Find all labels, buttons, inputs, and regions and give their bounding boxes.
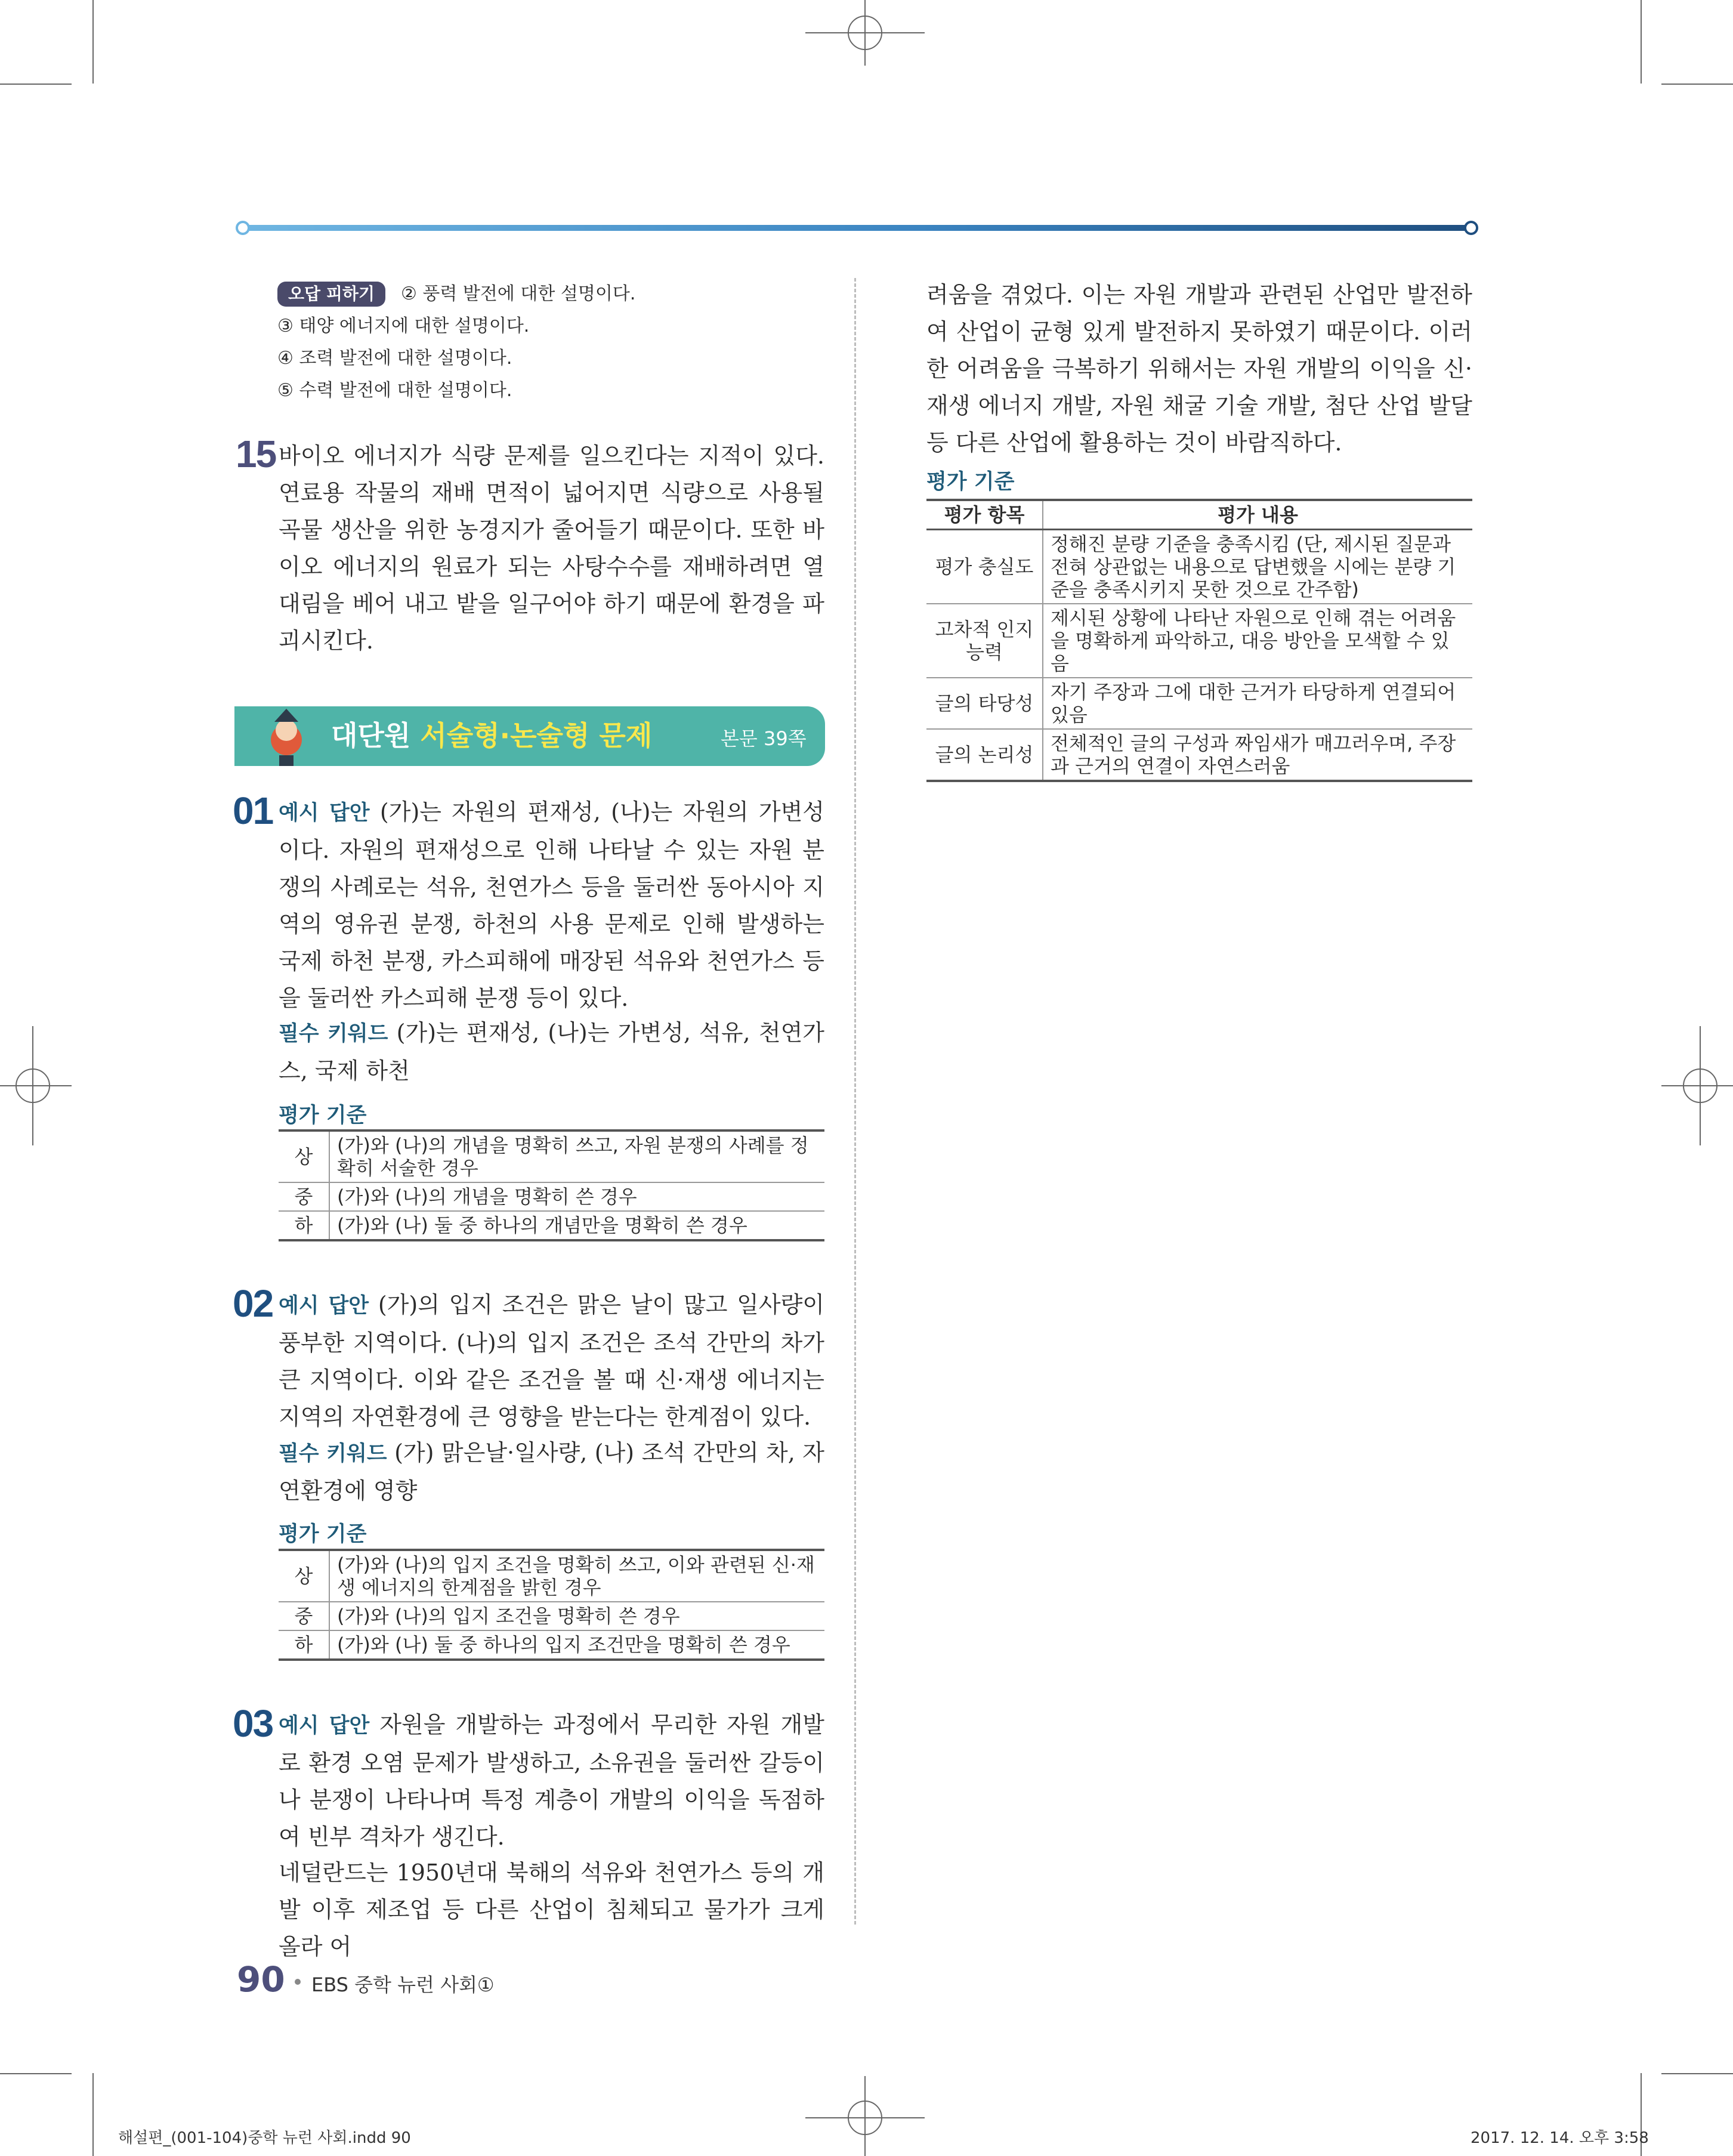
header-desc: 평가 내용: [1043, 500, 1472, 530]
crop-mark: [0, 2073, 72, 2074]
section-title-main: 대단원: [331, 719, 421, 752]
desc-cell: 제시된 상황에 나타난 자원으로 인해 겪는 어려움을 명확하게 파악하고, 대응 방안을 모색할 수 있음: [1043, 604, 1472, 678]
section-title: [331, 714, 652, 753]
slug-date: 2017. 12. 14. 오후 3:58: [1471, 2129, 1649, 2147]
page-number: 90: [237, 1959, 285, 2000]
crop-mark: [1641, 0, 1642, 84]
crop-mark: [1661, 2073, 1733, 2074]
question-number: 03: [233, 1702, 273, 1745]
desc-cell: 정해진 분량 기준을 충족시킴 (단, 제시된 질문과 전혀 상관없는 내용으로 답변했을 시에는 분량 기준을 충족시키지 못한 것으로 간주함): [1043, 530, 1472, 604]
question-03-continued: 려움을 겪었다. 이는 자원 개발과 관련된 산업만 발전하여 산업이 균형 있게 발전하지 못하였기 때문이다. 이러한 어려움을 극복하기 위해서는 자원 개발의 이익을 신·재생 에너지 개발, 자원 채굴 기술 개발, 첨단 산업 발달 등 다른 산업에 활용하는 것이 바람직하다.: [926, 282, 1472, 456]
level-cell: 하: [279, 1211, 329, 1240]
table-row: [926, 530, 1472, 604]
criteria-label: 평가 기준: [279, 1104, 367, 1128]
level-cell: 중: [279, 1182, 329, 1211]
table-row: [926, 604, 1472, 678]
registration-mark-icon: [0, 1014, 78, 1157]
desc-cell: 전체적인 글의 구성과 짜임새가 매끄러우며, 주장과 근거의 연결이 자연스러움: [1043, 729, 1472, 781]
table-row: [926, 678, 1472, 729]
criteria-table: [279, 1549, 824, 1661]
avoid-box: [277, 278, 635, 407]
desc-cell: (가)와 (나) 둘 중 하나의 입지 조건만을 명확히 쓴 경우: [329, 1630, 824, 1660]
slug-file: 해설편_(001-104)중학 뉴런 사회.indd 90: [118, 2129, 411, 2147]
desc-cell: (가)와 (나) 둘 중 하나의 개념만을 명확히 쓴 경우: [329, 1211, 824, 1240]
character-icon: [262, 704, 310, 770]
answer-label: 예시 답안: [279, 1714, 370, 1738]
level-cell: 중: [279, 1602, 329, 1630]
question-02-answer: [279, 1286, 824, 1435]
avoid-line: ⑤ 수력 발전에 대한 설명이다.: [277, 380, 512, 401]
avoid-line: ④ 조력 발전에 대한 설명이다.: [277, 348, 512, 369]
level-cell: 하: [279, 1630, 329, 1660]
answer-label: 예시 답안: [279, 1294, 369, 1318]
book-title: EBS 중학 뉴런 사회①: [311, 1973, 495, 1996]
criteria-label: 평가 기준: [926, 470, 1015, 494]
question-number: 02: [233, 1282, 273, 1325]
crop-mark: [92, 2073, 94, 2156]
question-03-answer-2: 네덜란드는 1950년대 북해의 석유와 천연가스 등의 개발 이후 제조업 등 다른 산업이 침체되고 물가가 크게 올라 어: [279, 1860, 824, 1960]
desc-cell: (가)와 (나)의 입지 조건을 명확히 쓰고, 이와 관련된 신·재생 에너지의 한계점을 밝힌 경우: [329, 1550, 824, 1602]
table-header-row: [926, 500, 1472, 530]
keyword-label: 필수 키워드: [279, 1022, 388, 1046]
desc-cell: (가)와 (나)의 개념을 명확히 쓰고, 자원 분쟁의 사례를 정확히 서술한 경우: [329, 1130, 824, 1182]
question-02-keywords: [279, 1434, 824, 1509]
question-03-answer: [279, 1706, 824, 1855]
question-15-text: 바이오 에너지가 식량 문제를 일으킨다는 지적이 있다. 연료용 작물의 재배 면적이 넓어지면 식량으로 사용될 곡물 생산을 위한 농경지가 줄어들기 때문이다. 또한 바이오 에너지의 원료가 되는 사탕수수를 재배하려면 열대림을 베어 내고 밭을 일구어야 하기 때문에 환경을 파괴시킨다.: [279, 443, 824, 654]
question-01-keywords: [279, 1014, 824, 1089]
registration-mark-icon: [793, 2076, 937, 2156]
criteria-table: [279, 1129, 824, 1241]
criteria-label: 평가 기준: [279, 1522, 367, 1546]
table-row: [926, 729, 1472, 781]
keyword-label: 필수 키워드: [279, 1442, 387, 1466]
level-cell: 상: [279, 1550, 329, 1602]
item-cell: 글의 논리성: [926, 729, 1043, 781]
registration-mark-icon: [793, 0, 937, 72]
section-title-highlight: 서술형·논술형 문제: [420, 719, 653, 752]
avoid-line: ③ 태양 에너지에 대한 설명이다.: [277, 316, 530, 336]
item-cell: 평가 충실도: [926, 530, 1043, 604]
answer-text: 자원을 개발하는 과정에서 무리한 자원 개발로 환경 오염 문제가 발생하고, 소유권을 둘러싼 갈등이나 분쟁이 나타나며 특정 계층이 개발의 이익을 독점하여 빈부 격차가 생긴다.: [279, 1712, 824, 1850]
registration-mark-icon: [1655, 1014, 1733, 1157]
table-row: [279, 1602, 824, 1630]
avoid-badge: 오답 피하기: [277, 282, 385, 307]
table-row: [279, 1211, 824, 1240]
item-cell: 고차적 인지 능력: [926, 604, 1043, 678]
desc-cell: (가)와 (나)의 입지 조건을 명확히 쓴 경우: [329, 1602, 824, 1630]
crop-mark: [0, 84, 72, 85]
header-item: 평가 항목: [926, 500, 1043, 530]
question-01-answer: [279, 793, 824, 1017]
crop-mark: [92, 0, 94, 84]
table-row: [279, 1182, 824, 1211]
avoid-line: ② 풍력 발전에 대한 설명이다.: [401, 283, 636, 304]
header-bar: [236, 221, 1478, 235]
desc-cell: 자기 주장과 그에 대한 근거가 타당하게 연결되어 있음: [1043, 678, 1472, 729]
question-number: 15: [236, 433, 276, 475]
section-page-ref: 본문 39쪽: [721, 727, 807, 750]
keyword-text: (가) 맑은날·일사량, (나) 조석 간만의 차, 자연환경에 영향: [279, 1440, 824, 1504]
desc-cell: (가)와 (나)의 개념을 명확히 쓴 경우: [329, 1182, 824, 1211]
column-divider: [854, 278, 856, 1925]
answer-text: (가)의 입지 조건은 맑은 날이 많고 일사량이 풍부한 지역이다. (나)의 입지 조건은 조석 간만의 차가 큰 지역이다. 이와 같은 조건을 볼 때 신·재생 에너지는 지역의 자연환경에 큰 영향을 받는다는 한계점이 있다.: [279, 1292, 824, 1430]
answer-text: (가)는 자원의 편재성, (나)는 자원의 가변성이다. 자원의 편재성으로 인해 나타날 수 있는 자원 분쟁의 사례로는 석유, 천연가스 등을 둘러싼 동아시아 지역의 영유권 분쟁, 하천의 사용 문제로 인해 발생하는 국제 하천 분쟁, 카스피해에 매장된 석유와 천연가스 등을 둘러싼 카스피해 분쟁 등이 있다.: [279, 799, 824, 1011]
answer-label: 예시 답안: [279, 801, 370, 825]
table-row: [279, 1630, 824, 1660]
criteria-table: [926, 499, 1472, 782]
keyword-text: (가)는 편재성, (나)는 가변성, 석유, 천연가스, 국제 하천: [279, 1020, 824, 1084]
question-number: 01: [233, 789, 273, 832]
level-cell: 상: [279, 1130, 329, 1182]
table-row: [279, 1130, 824, 1182]
item-cell: 글의 타당성: [926, 678, 1043, 729]
table-row: [279, 1550, 824, 1602]
crop-mark: [1661, 84, 1733, 85]
footer-bullet-icon: [295, 1979, 301, 1985]
